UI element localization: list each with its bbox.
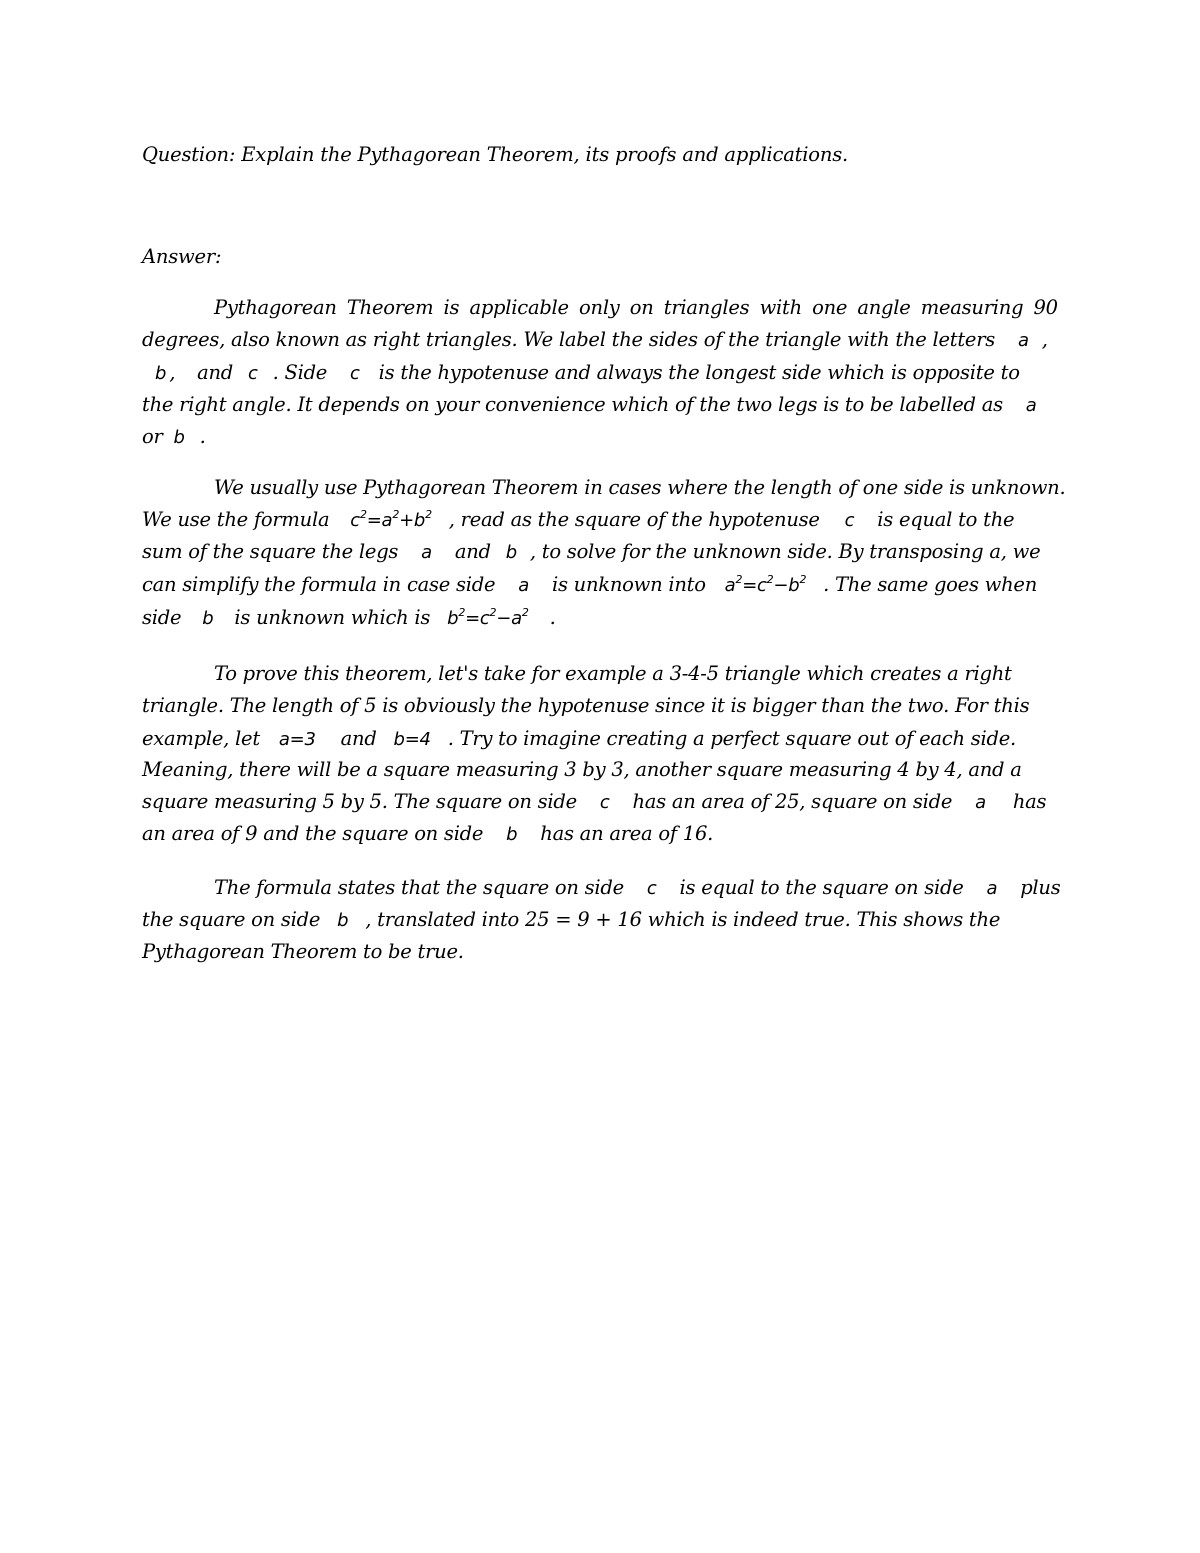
- math-variable: c: [350, 363, 360, 384]
- math-variable: a: [1018, 330, 1029, 351]
- paragraph-1-line-1: Pythagorean Theorem is applicable only on triangles with one angle measuring 90: [214, 296, 1058, 319]
- math-variable: b: [155, 363, 167, 384]
- paragraph-2-line-2: We use the formula $c^2=a^2+b^2$ , read as the square of the hypotenuse c is equal to the: [142, 508, 1015, 531]
- formula-pythagorean: $c^2=a^2+b^2$: [350, 508, 432, 531]
- paragraph-1-line-5: or b .: [142, 425, 206, 448]
- paragraph-3-line-6: an area of 9 and the square on side b has an area of 16.: [142, 822, 714, 845]
- math-variable: c: [844, 510, 855, 531]
- math-assignment: b=4: [393, 729, 431, 750]
- formula-solve-b: $b^2=c^2-a^2$: [447, 606, 529, 629]
- math-variable: a: [975, 792, 986, 813]
- paragraph-1-line-3: b , and c . Side c is the hypotenuse and always the longest side which is opposite to: [142, 361, 1058, 393]
- paragraph-3-line-5: square measuring 5 by 5. The square on side c has an area of 25, square on side a has: [142, 790, 1047, 813]
- math-variable: b: [505, 542, 517, 563]
- math-variable: a: [421, 542, 432, 563]
- paragraph-4-line-2: the square on side b , translated into 25 = 9 + 16 which is indeed true. This shows the: [142, 908, 1001, 931]
- paragraph-3-line-2: triangle. The length of 5 is obviously the hypotenuse since it is bigger than the two. For this: [142, 694, 1030, 717]
- paragraph-3-line-1: To prove this theorem, let's take for example a 3-4-5 triangle which creates a right: [214, 662, 1012, 685]
- math-variable: b: [506, 824, 518, 845]
- paragraph-2-line-3: sum of the square the legs a and b , to solve for the unknown side. By transposing a, we: [142, 540, 1041, 563]
- formula-solve-a: $a^2=c^2-b^2$: [724, 573, 807, 596]
- math-variable: a: [1025, 395, 1037, 416]
- paragraph-2-line-4: can simplify the formula in case side a is unknown into $a^2=c^2-b^2$ . The same goes when: [142, 573, 1038, 596]
- paragraph-3-line-3: example, let a=3 and b=4 . Try to imagine creating a perfect square out of each side.: [142, 727, 1016, 750]
- math-variable: b: [337, 910, 349, 931]
- math-variable: b: [202, 608, 214, 629]
- paragraph-1-line-2: degrees, also known as right triangles. We label the sides of the triangle with the letters a ,: [142, 328, 1048, 351]
- math-variable: b: [173, 427, 185, 448]
- math-variable: a: [986, 878, 998, 899]
- paragraph-4-line-1: The formula states that the square on side c is equal to the square on side a plus: [214, 876, 1061, 899]
- paragraph-2-line-5: side b is unknown which is $b^2=c^2-a^2$ .: [142, 606, 556, 629]
- paragraph-3-line-4: Meaning, there will be a square measuring 3 by 3, another square measuring 4 by 4, and a: [142, 758, 1022, 781]
- paragraph-1-line-4: the right angle. It depends on your convenience which of the two legs is to be labelled as a: [142, 393, 1058, 425]
- paragraph-2-line-1: We usually use Pythagorean Theorem in cases where the length of one side is unknown.: [214, 476, 1066, 499]
- paragraph-4-line-3: Pythagorean Theorem to be true.: [142, 940, 464, 963]
- math-variable: c: [599, 792, 610, 813]
- math-assignment: a=3: [278, 729, 316, 750]
- question-heading: Question: Explain the Pythagorean Theorem, its proofs and applications.: [142, 143, 848, 166]
- math-variable: c: [646, 878, 657, 899]
- answer-label: Answer:: [142, 245, 222, 268]
- math-variable: a: [518, 575, 529, 596]
- math-variable: c: [247, 363, 258, 384]
